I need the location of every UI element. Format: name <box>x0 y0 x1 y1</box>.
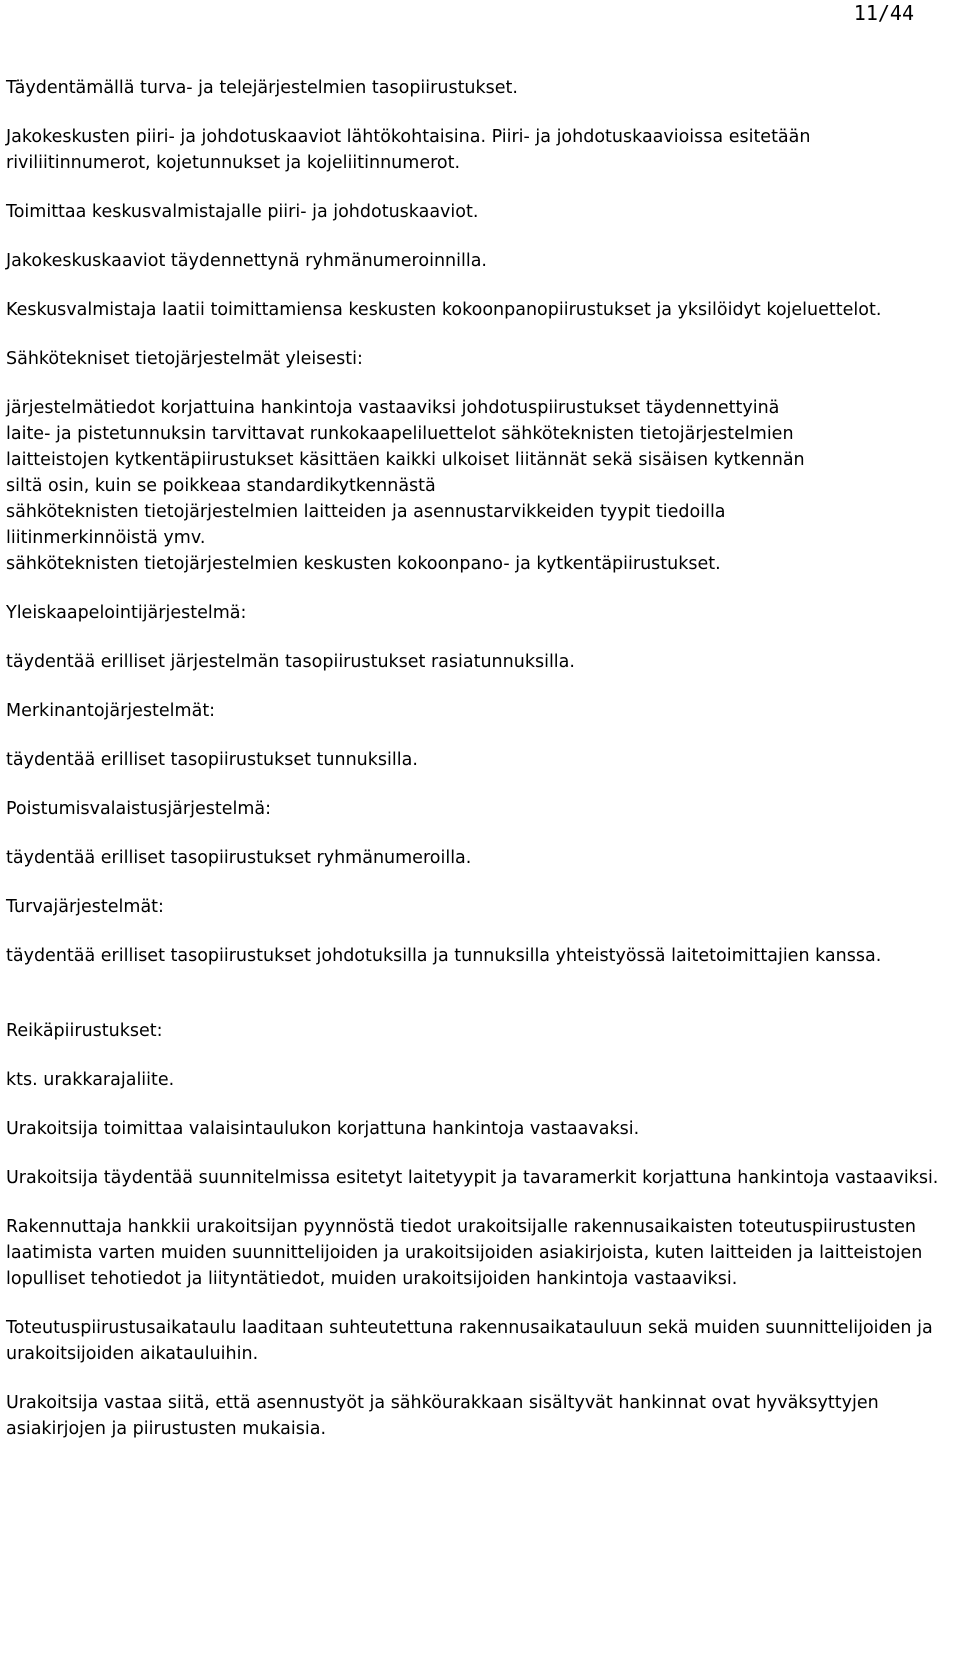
paragraph-tasopiirustukset: Täydentämällä turva- ja telejärjestelmien tasopiirustukset. <box>6 78 518 98</box>
paragraph-aikataulu: Toteutuspiirustusaikataulu laaditaan suhteutettuna rakennusaikatauluun sekä muiden suunnittelijoiden ja urakoitsijoiden aikatauluihin. <box>6 1318 933 1364</box>
paragraph-keskusvalmistaja: Keskusvalmistaja laatii toimittamiensa keskusten kokoonpanopiirustukset ja yksilöidyt kojeluettelot. <box>6 300 882 320</box>
paragraph-laitetyypit: Urakoitsija täydentää suunnitelmissa esitetyt laitetyypit ja tavaramerkit korjattuna hankintoja vastaaviksi. <box>6 1168 939 1188</box>
paragraph-urakoitsija-vastaa: Urakoitsija vastaa siitä, että asennustyöt ja sähköurakkaan sisältyvät hankinnat ovat hyväksyttyjen asiakirjojen ja piirustusten mukaisia. <box>6 1393 879 1439</box>
heading-tietojarjestelmat: Sähkötekniset tietojärjestelmät yleisesti: <box>6 349 363 369</box>
paragraph-urakkarajaliite: kts. urakkarajaliite. <box>6 1070 175 1090</box>
paragraph-poistumisvalaistus: täydentää erilliset tasopiirustukset ryhmänumeroilla. <box>6 848 472 868</box>
paragraph-valaisintaulukko: Urakoitsija toimittaa valaisintaulukon korjattuna hankintoja vastaavaksi. <box>6 1119 640 1139</box>
heading-poistumisvalaistus: Poistumisvalaistusjärjestelmä: <box>6 799 271 819</box>
paragraph-turvajarjestelmat: täydentää erilliset tasopiirustukset johdotuksilla ja tunnuksilla yhteistyössä laitetoimittajien kanssa. <box>6 946 882 966</box>
paragraph-ryhmanumerointi: Jakokeskuskaaviot täydennettynä ryhmänumeroinnilla. <box>6 251 487 271</box>
paragraph-toimittaa-kaaviot: Toimittaa keskusvalmistajalle piiri- ja johdotuskaaviot. <box>6 202 479 222</box>
heading-reikapiirustukset: Reikäpiirustukset: <box>6 1021 163 1041</box>
paragraph-merkinanto: täydentää erilliset tasopiirustukset tunnuksilla. <box>6 750 418 770</box>
paragraph-tietojarjestelmat-list: järjestelmätiedot korjattuina hankintoja vastaaviksi johdotuspiirustukset täydennettyinä laite- ja pistetunnuksin tarvittavat runkokaapeliluettelot sähköteknisten tietojärjestelmien laitteistojen kytkentäpiirustukset käsittäen kaikki ulkoiset liitännät sekä sisäisen kytkennän siltä osin, kuin se poikkeaa standardikytkennästä sähköteknisten tietojärjestelmien laitteiden ja asennustarvikkeiden tyypit tiedoilla liitinmerkinnöistä ymv. sähköteknisten tietojärjestelmien keskusten kokoonpano- ja kytkentäpiirustukset. <box>6 398 805 574</box>
paragraph-rakennuttaja: Rakennuttaja hankkii urakoitsijan pyynnöstä tiedot urakoitsijalle rakennusaikaisten toteutuspiirustusten laatimista varten muiden suunnittelijoiden ja urakoitsijoiden asiakirjoista, kuten laitteiden ja laitteistojen lopulliset tehotiedot ja liityntätiedot, muiden urakoitsijoiden hankintoja vastaaviksi. <box>6 1217 923 1289</box>
heading-turvajarjestelmat: Turvajärjestelmät: <box>6 897 164 917</box>
paragraph-yleiskaapelointi: täydentää erilliset järjestelmän tasopiirustukset rasiatunnuksilla. <box>6 652 575 672</box>
heading-yleiskaapelointi: Yleiskaapelointijärjestelmä: <box>6 603 247 623</box>
document-body <box>6 75 946 1442</box>
paragraph-jakokeskusten-kaaviot: Jakokeskusten piiri- ja johdotuskaaviot lähtökohtaisina. Piiri- ja johdotuskaavioissa esitetään riviliitinnumerot, kojetunnukset ja kojeliitinnumerot. <box>6 127 811 173</box>
page-number: 11/44 <box>853 1 914 25</box>
heading-merkinanto: Merkinantojärjestelmät: <box>6 701 216 721</box>
